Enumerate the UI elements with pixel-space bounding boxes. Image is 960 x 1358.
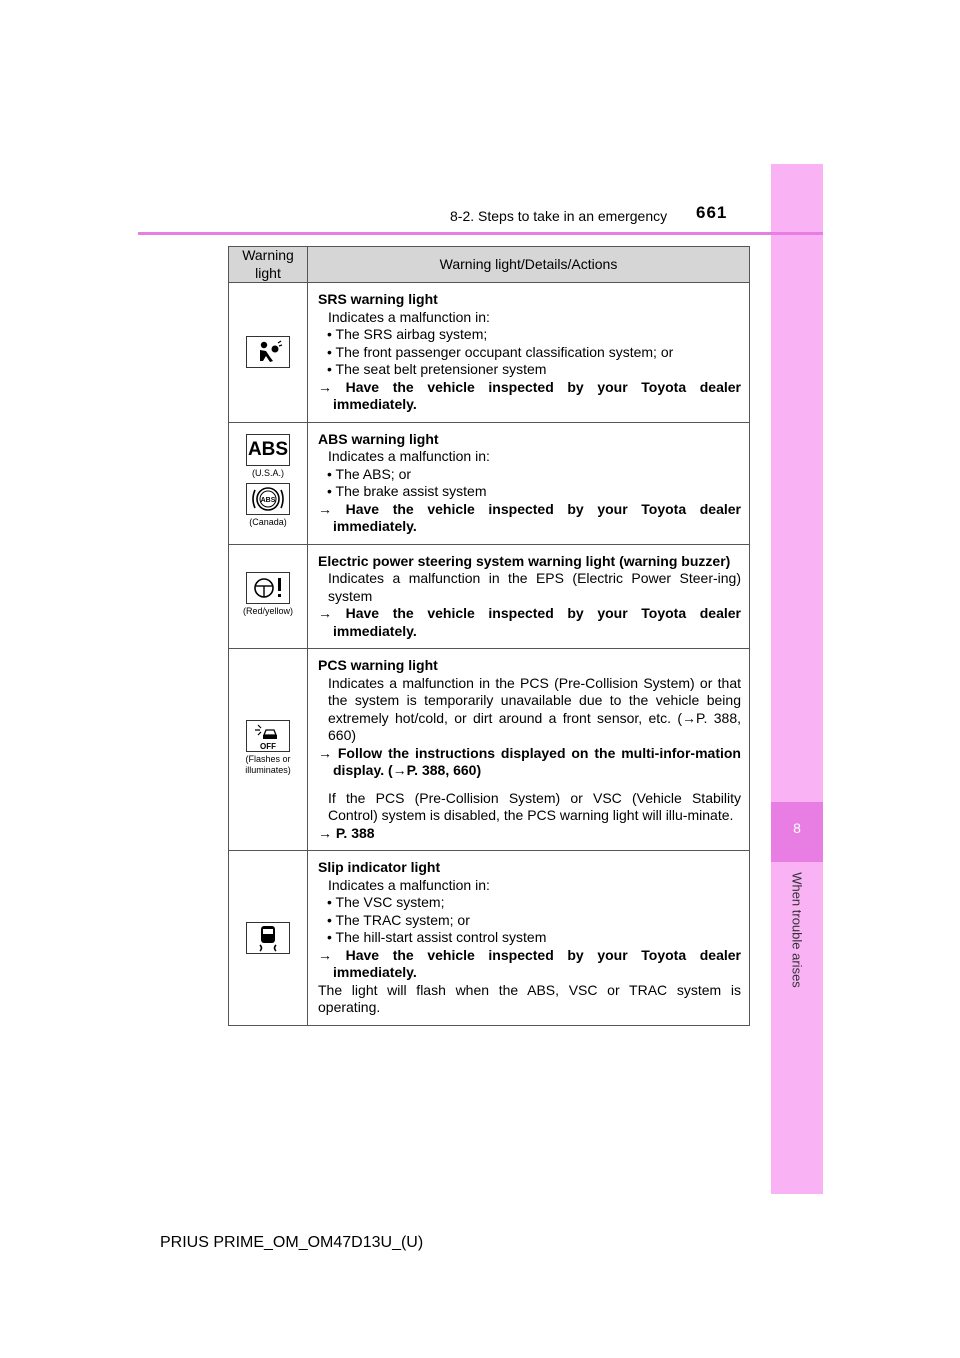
column-header: Warning light/Details/Actions	[308, 247, 750, 283]
row-intro: Indicates a malfunction in:	[328, 876, 490, 893]
column-header: Warning light	[229, 247, 308, 283]
row-intro: Indicates a malfunction in:	[328, 308, 490, 325]
icon-caption: (Red/yellow)	[242, 605, 293, 616]
abs-canada-icon	[246, 483, 290, 515]
table-row	[229, 422, 750, 544]
icon-cell	[229, 283, 308, 423]
svg-text:OFF: OFF	[260, 741, 276, 751]
page-number: 661	[696, 203, 728, 222]
row-action: → Have the vehicle inspected by your Toyota dealer immediately.	[318, 605, 741, 639]
header-rule	[138, 232, 823, 235]
icon-cell	[229, 649, 308, 851]
table-header-row	[229, 247, 750, 283]
icon-cell	[229, 544, 308, 649]
row-reference: → P. 388	[318, 824, 375, 841]
row-detail: Indicates a malfunction in the EPS (Electric Power Steer-ing) system	[328, 570, 741, 604]
details-cell	[308, 422, 750, 544]
arrow-icon: →	[318, 946, 346, 963]
section-title: 8-2. Steps to take in an emergency	[450, 208, 668, 224]
arrow-icon: →	[318, 824, 336, 841]
table-row	[229, 544, 750, 649]
row-title: ABS warning light	[318, 430, 439, 447]
row-title: SRS warning light	[318, 291, 438, 307]
row-action: → Follow the instructions displayed on the multi-infor-mation display. (→P. 388, 660)	[318, 744, 741, 778]
table-row	[229, 649, 750, 851]
details-cell	[308, 851, 750, 1026]
list-item: • The brake assist system	[327, 483, 487, 499]
arrow-icon: →	[318, 744, 338, 761]
list-item: • The front passenger occupant classification system; or	[327, 343, 674, 360]
svg-text:ABS: ABS	[260, 497, 276, 504]
row-title: PCS warning light	[318, 657, 438, 673]
icon-caption: (U.S.A.)	[251, 468, 284, 478]
row-title: Electric power steering system warning light (warning buzzer)	[318, 552, 731, 569]
row-title: Slip indicator light	[318, 859, 441, 875]
slip-indicator-icon	[246, 922, 290, 954]
icon-caption: (Canada)	[249, 517, 287, 527]
pcs-off-icon	[246, 720, 290, 752]
icon-cell	[229, 422, 308, 544]
arrow-icon: →	[318, 605, 346, 621]
document-id: PRIUS PRIME_OM_OM47D13U_(U)	[160, 1234, 424, 1251]
table-row	[229, 283, 750, 423]
icon-cell	[229, 851, 308, 1026]
arrow-icon: →	[318, 500, 346, 517]
list-item: • The ABS; or	[327, 465, 412, 482]
list-item: • The TRAC system; or	[327, 911, 470, 928]
row-note: If the PCS (Pre-Collision System) or VSC (Vehicle Stability Control) system is disabled, the PCS warning light will illu-minate.	[328, 789, 741, 823]
details-cell	[308, 649, 750, 851]
details-cell	[308, 544, 750, 649]
chapter-title: When trouble arises	[789, 872, 805, 988]
details-cell	[308, 283, 750, 423]
abs-usa-icon: ABS	[246, 434, 290, 466]
row-action: → Have the vehicle inspected by your Toyota dealer immediately.	[318, 946, 741, 980]
row-detail: Indicates a malfunction in the PCS (Pre-Collision System) or that the system is temporarily unavailable due to the vehicle being extremely hot/cold, or dirt around a front sensor, etc. (→P. 388, 660)	[328, 674, 741, 743]
row-action: → Have the vehicle inspected by your Toyota dealer immediately.	[318, 500, 741, 534]
chapter-side-tab	[771, 164, 823, 1194]
eps-icon	[246, 572, 290, 604]
warning-light-table	[228, 246, 750, 1026]
list-item: • The SRS airbag system;	[327, 326, 488, 342]
icon-caption: (Flashes or illuminates)	[245, 753, 291, 775]
arrow-icon: →	[318, 378, 346, 395]
row-action: → Have the vehicle inspected by your Toyota dealer immediately.	[318, 378, 741, 412]
table-row	[229, 851, 750, 1026]
chapter-number: 8	[793, 820, 801, 836]
srs-airbag-icon	[246, 336, 290, 368]
list-item: • The VSC system;	[327, 894, 445, 910]
row-intro: Indicates a malfunction in:	[328, 448, 490, 464]
list-item: • The hill-start assist control system	[327, 929, 547, 945]
list-item: • The seat belt pretensioner system	[327, 361, 547, 377]
row-note: The light will flash when the ABS, VSC or TRAC system is operating.	[318, 981, 741, 1015]
